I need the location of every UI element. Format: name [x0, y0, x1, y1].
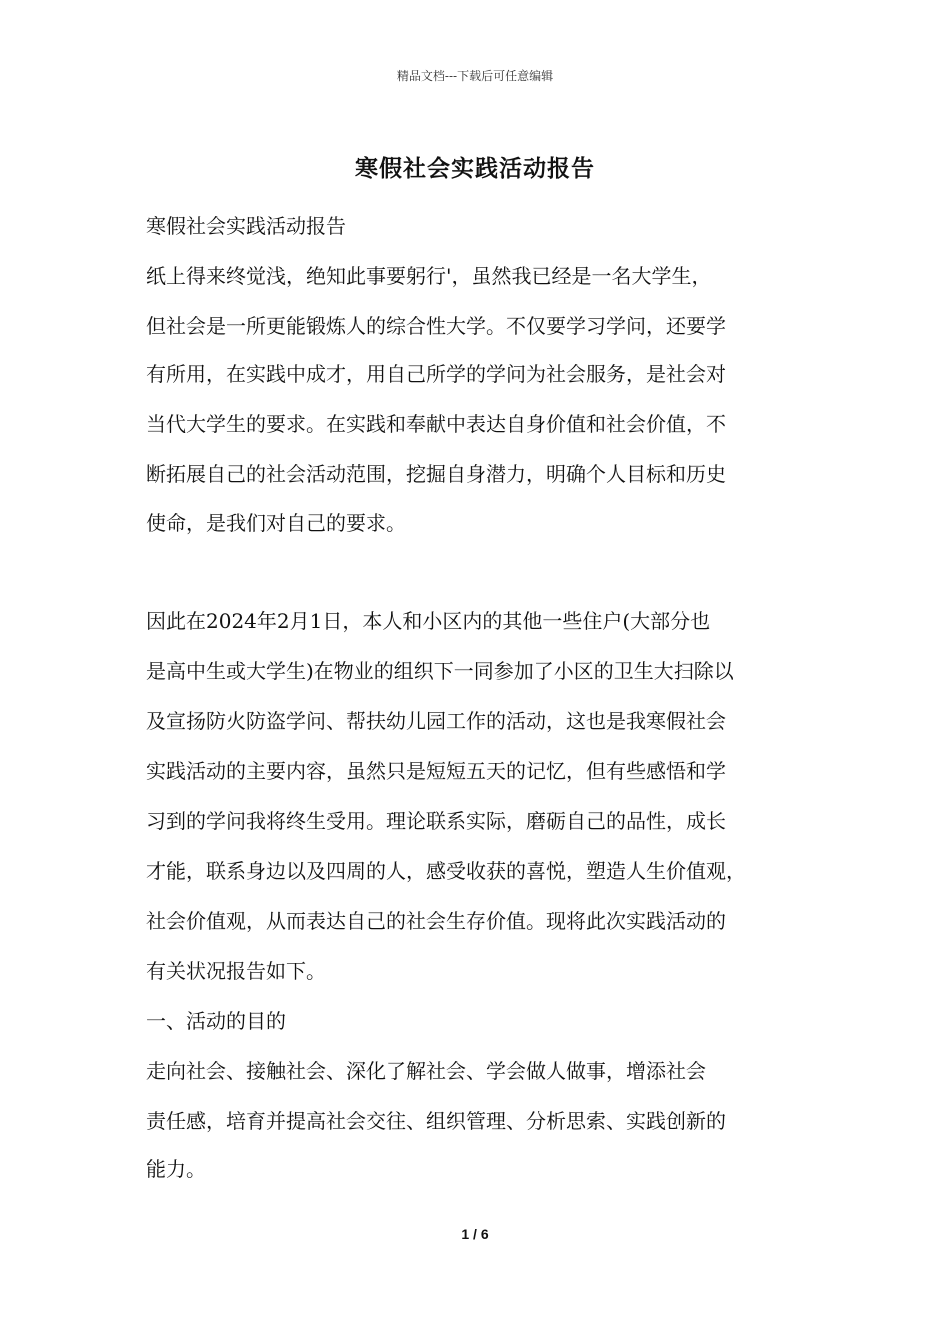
- paragraph-line: 才能，联系身边以及四周的人，感受收获的喜悦，塑造人生价值观，: [146, 859, 746, 883]
- paragraph-line: 及宣扬防火防盗学问、帮扶幼儿园工作的活动，这也是我寒假社会: [146, 709, 726, 733]
- paragraph-line: 习到的学问我将终生受用。理论联系实际，磨砺自己的品性，成长: [146, 809, 726, 833]
- paragraph-line: 断拓展自己的社会活动范围，挖掘自身潜力，明确个人目标和历史: [146, 462, 726, 486]
- paragraph-line: 使命，是我们对自己的要求。: [146, 511, 406, 535]
- subtitle-line: 寒假社会实践活动报告: [146, 214, 346, 238]
- page-header: 精品文档---下载后可任意编辑: [396, 69, 554, 83]
- paragraph-line: 有关状况报告如下。: [146, 959, 326, 983]
- page-number: 1 / 6: [461, 1226, 489, 1242]
- paragraph-line: 但社会是一所更能锻炼人的综合性大学。不仅要学习学问，还要学: [146, 314, 726, 338]
- paragraph-line: 能力。: [146, 1157, 206, 1181]
- paragraph-line: 当代大学生的要求。在实践和奉献中表达自身价值和社会价值，不: [146, 412, 726, 436]
- paragraph-line: 是高中生或大学生)在物业的组织下一同参加了小区的卫生大扫除以: [146, 659, 734, 683]
- document-title: 寒假社会实践活动报告: [355, 155, 595, 182]
- paragraph-line: 社会价值观，从而表达自己的社会生存价值。现将此次实践活动的: [146, 909, 726, 933]
- section-heading: 一、活动的目的: [146, 1009, 286, 1033]
- paragraph-line: 走向社会、接触社会、深化了解社会、学会做人做事，增添社会: [146, 1059, 706, 1083]
- paragraph-line: 因此在2024年2月1日，本人和小区内的其他一些住户(大部分也: [146, 609, 711, 633]
- paragraph-line: 纸上得来终觉浅，绝知此事要躬行'，虽然我已经是一名大学生，: [146, 264, 712, 288]
- paragraph-line: 有所用，在实践中成才，用自己所学的学问为社会服务，是社会对: [146, 362, 726, 386]
- paragraph-line: 实践活动的主要内容，虽然只是短短五天的记忆，但有些感悟和学: [146, 759, 726, 783]
- paragraph-line: 责任感，培育并提高社会交往、组织管理、分析思索、实践创新的: [146, 1109, 726, 1133]
